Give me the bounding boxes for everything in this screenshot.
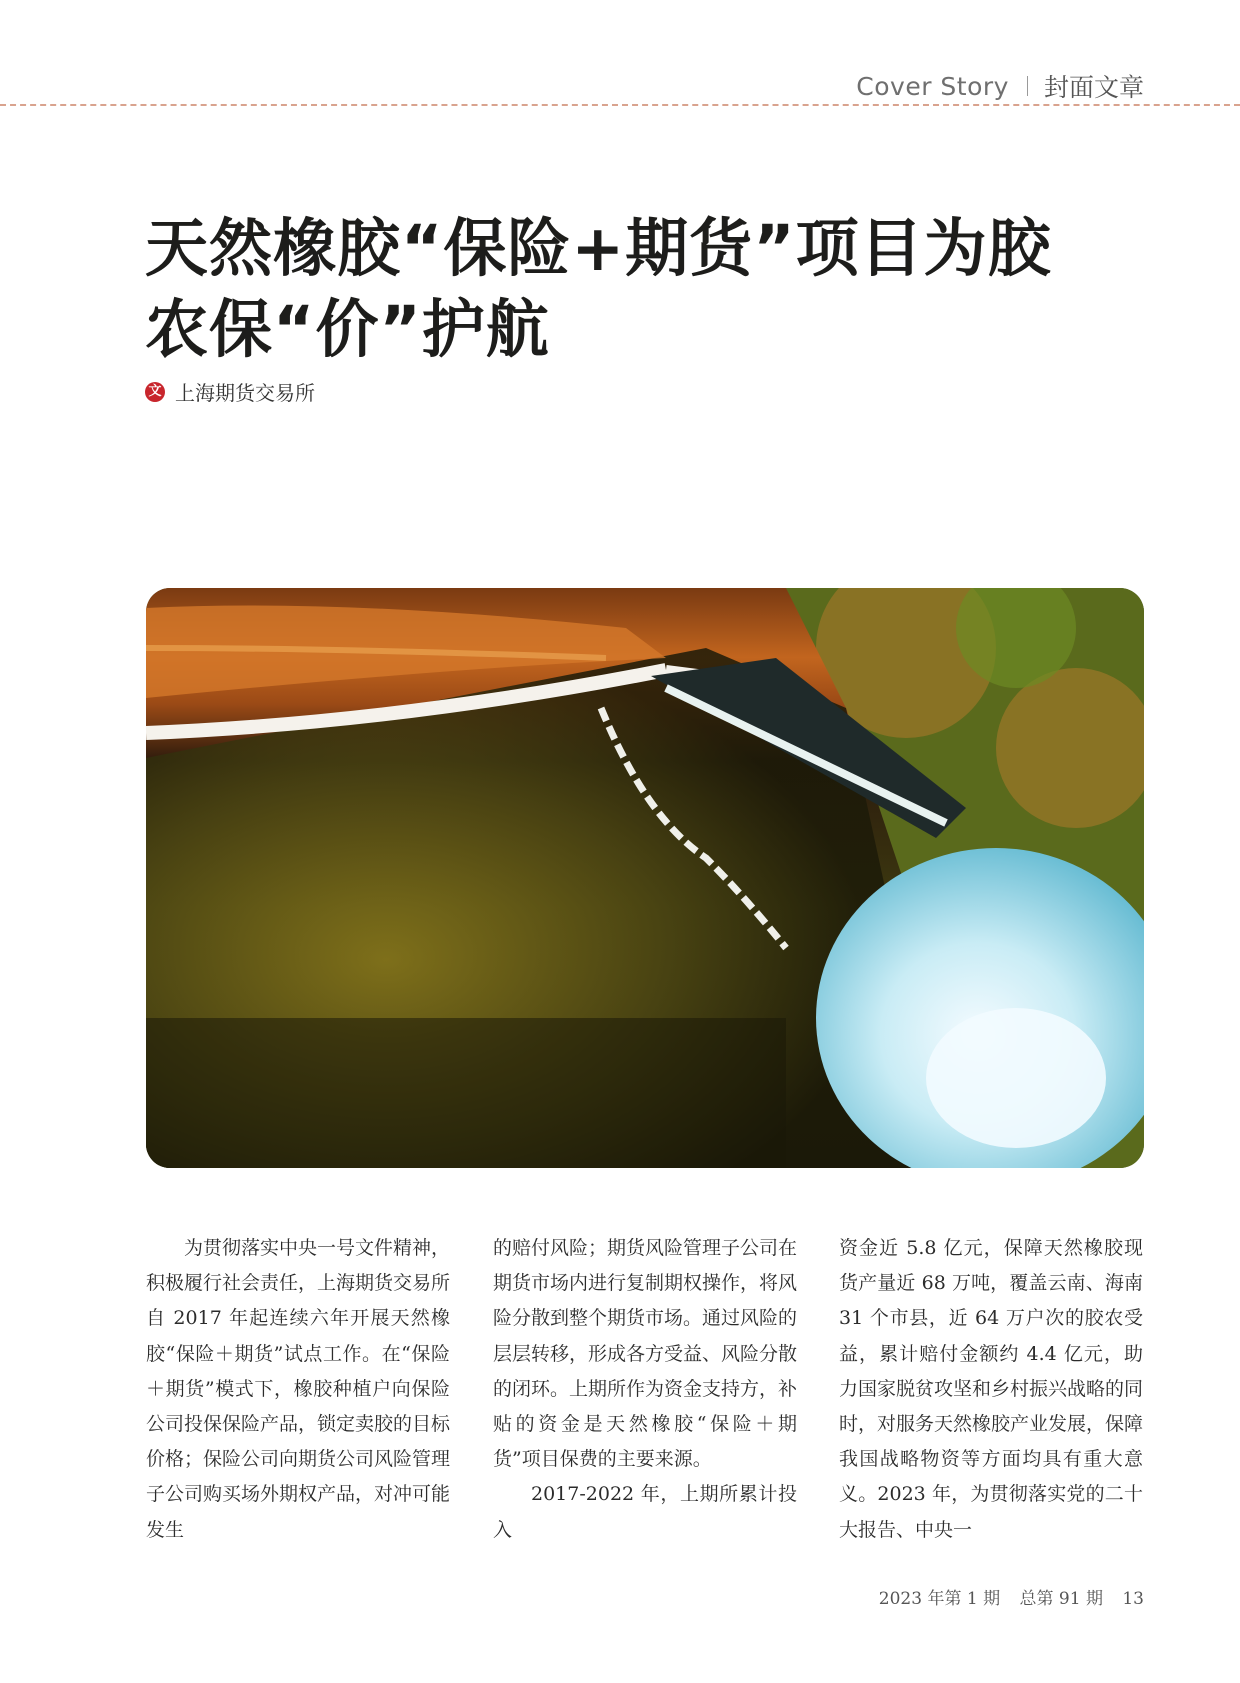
header-divider [1027,76,1028,96]
total-issue-number: 总第 91 期 [1019,1589,1103,1609]
author-icon: 文 [145,382,165,402]
page-footer [865,1584,1144,1609]
author-name: 上海期货交易所 [175,381,315,405]
body-column-3 [839,1231,1143,1548]
body-column-1 [146,1231,450,1548]
page-number: 13 [1122,1589,1144,1609]
article-title: 天然橡胶“保险+期货”项目为胶农保“价”护航 [145,212,1052,366]
issue-number: 2023 年第 1 期 [878,1589,1001,1609]
body-paragraph: 的赔付风险；期货风险管理子公司在期货市场内进行复制期权操作，将风险分散到整个期货市场。通过风险的层层转移，形成各方受益、风险分散的闭环。上期所作为资金支持方，补贴的资金是天然橡胶“保险＋期货”项目保费的主要来源。 [493,1237,798,1471]
body-paragraph: 资金近 5.8 亿元，保障天然橡胶现货产量近 68 万吨，覆盖云南、海南 31 个市县，近 64 万户次的胶农受益，累计赔付金额约 4.4 亿元，助力国家脱贫攻坚和乡村振兴战略的同时，对服务天然橡胶产业发展，保障我国战略物资等方面均具有重大意义。2023 年，为贯彻落实党的二十大报告、中央一 [839,1237,1144,1541]
byline [145,377,315,406]
section-label-zh: 封面文章 [1043,73,1144,102]
rubber-tapping-photo [146,588,1144,1168]
body-paragraph: 2017-2022 年，上期所累计投入 [493,1483,797,1541]
body-column-2 [493,1231,797,1548]
body-paragraph: 为贯彻落实中央一号文件精神，积极履行社会责任，上海期货交易所自 2017 年起连续六年开展天然橡胶“保险＋期货”试点工作。在“保险＋期货”模式下，橡胶种植户向保险公司投保保险产品，锁定卖胶的目标价格；保险公司向期货公司风险管理子公司购买场外期权产品，对冲可能发生 [146,1237,451,1541]
section-header [856,68,1144,104]
section-label-en: Cover Story [856,71,1009,101]
header-dashed-rule [0,104,1240,106]
